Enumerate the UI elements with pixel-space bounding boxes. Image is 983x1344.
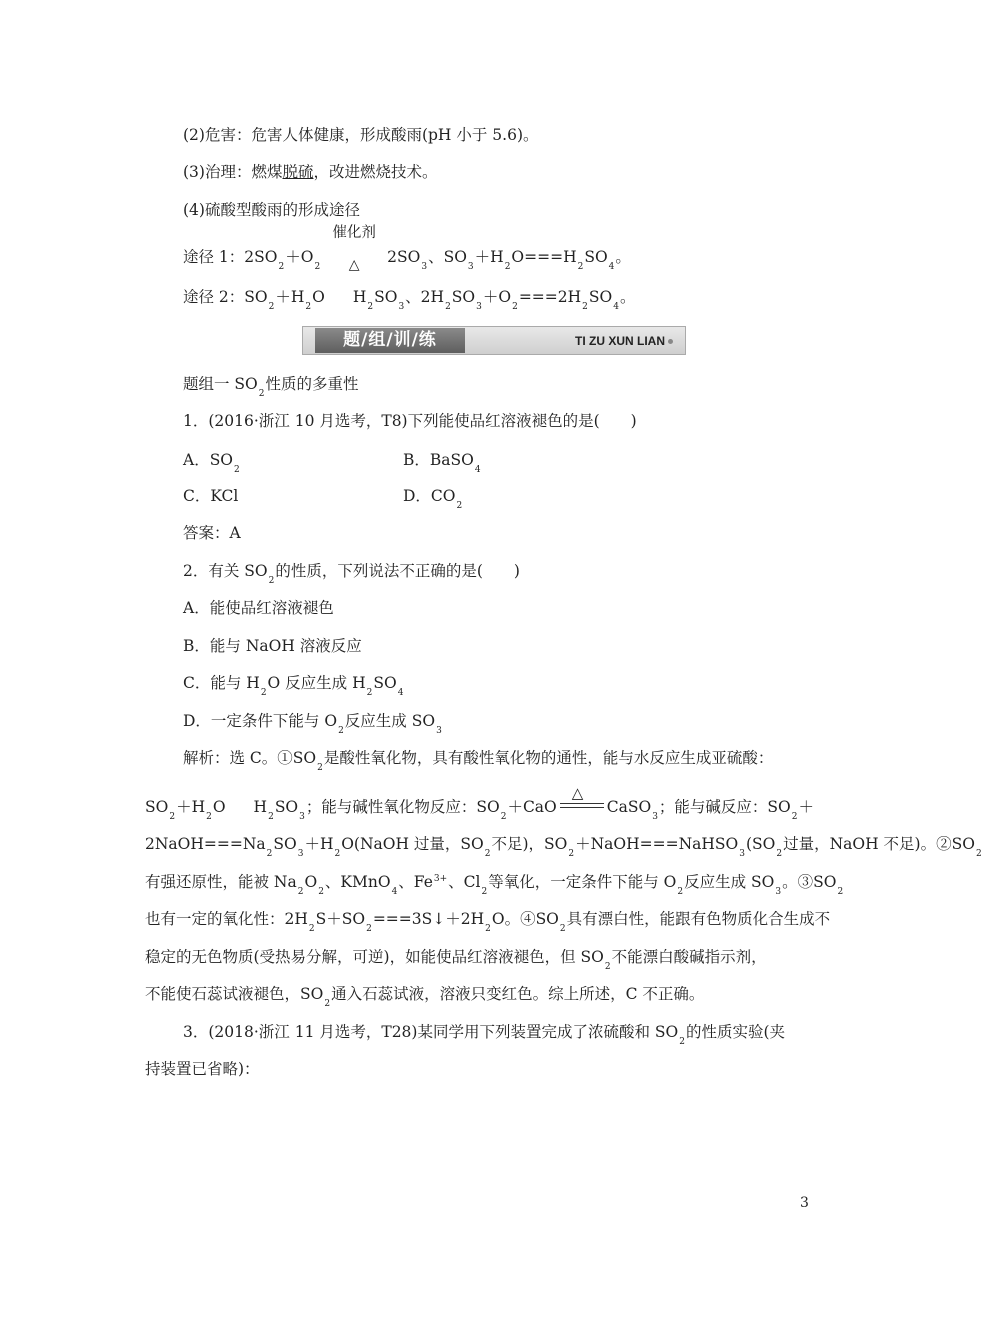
route-1-equation: 途径 1：$2SO_2+O_2$ 催化剂 △ $2SO_3$、$SO_3+H_2O===H_2SO_4$。 bbox=[183, 225, 631, 273]
q2-option-c: C．能与 $H_2O$ 反应生成 $H_2SO_4$ bbox=[183, 674, 404, 698]
catalyst-condition: 催化剂 △ bbox=[325, 247, 383, 267]
dot-icon bbox=[668, 339, 673, 344]
q1-option-d: D．$CO_2$ bbox=[403, 487, 463, 511]
acid-rain-route-heading: (4)硫酸型酸雨的形成途径 bbox=[183, 201, 360, 219]
heat-triangle-icon: △ bbox=[348, 257, 360, 273]
question-2: 2．有关 $SO_2$的性质，下列说法不正确的是( ) bbox=[183, 562, 520, 586]
q1-option-a: A．$SO_2$ bbox=[183, 451, 240, 475]
hazard-line: (2)危害：危害人体健康，形成酸雨(pH 小于 5.6)。 bbox=[183, 126, 539, 144]
question-3-line-1: 3．(2018·浙江 11 月选考，T28)某同学用下列装置完成了浓硫酸和 $SO_2$的性质实验(夹 bbox=[183, 1023, 786, 1047]
banner-title: 题/组/训/练 bbox=[315, 328, 465, 353]
analysis-line-3: $2NaOH===Na_2SO_3+H_2O(NaOH$ 过量，$SO_2$不足)，$SO_2+NaOH===NaHSO_3(SO_2$过量，NaOH 不足)。$②SO_2$ bbox=[145, 835, 982, 859]
analysis-line-7: 不能使石蕊试液褪色，$SO_2$通入石蕊试液，溶液只变红色。综上所述，C 不正确。 bbox=[145, 985, 705, 1009]
exercise-banner bbox=[302, 326, 686, 355]
analysis-line-6: 稳定的无色物质(受热易分解，可逆)，如能使品红溶液褪色，但 $SO_2$不能漂白酸碱指示剂， bbox=[145, 948, 767, 972]
group-title: 题组一 $SO_2$性质的多重性 bbox=[183, 375, 359, 399]
analysis-line-5: 也有一定的氧化性：$2H_2S+SO_2===3S↓+2H_2O$。$④SO_2$具有漂白性，能跟有色物质化合生成不 bbox=[145, 910, 831, 934]
question-3-line-2: 持装置已省略)： bbox=[145, 1060, 260, 1078]
analysis-line-2: $SO_2+H_2O$ $H_2SO_3$；能与碱性氧化物反应：$SO_2+CaO$ △ CaSO$_3$；能与碱反应：$SO_2+$ bbox=[145, 784, 814, 822]
page-number: 3 bbox=[800, 1195, 809, 1211]
heat-equals-condition bbox=[560, 784, 604, 812]
desulfurization-underlined: 脱硫 bbox=[282, 163, 314, 181]
heat-triangle-icon: △ bbox=[571, 784, 584, 802]
question-1: 1．(2016·浙江 10 月选考，T8)下列能使品红溶液褪色的是( ) bbox=[183, 412, 637, 430]
q2-option-b: B．能与 NaOH 溶液反应 bbox=[183, 637, 362, 655]
treatment-line: (3)治理：燃煤脱硫，改进燃烧技术。 bbox=[183, 163, 438, 181]
route-2-equation: 途径 2：$SO_2+H_2O$ $H_2SO_3$、$2H_2SO_3+O_2===2H_2SO_4$。 bbox=[183, 288, 636, 312]
analysis-line-4: 有强还原性，能被 $Na_2O_2$、KMnO$_4$、$Fe^{3+}$、$Cl_2$等氧化，一定条件下能与 $O_2$反应生成 $SO_3$。$③SO_2$ bbox=[145, 873, 844, 897]
banner-pinyin: TI ZU XUN LIAN bbox=[575, 332, 673, 350]
q1-option-c: C．KCl bbox=[183, 487, 239, 505]
q1-option-b: B．BaSO$_4$ bbox=[403, 451, 481, 475]
analysis-line-1: 解析：选 C。$①SO_2$是酸性氧化物，具有酸性氧化物的通性，能与水反应生成亚硫酸： bbox=[183, 749, 774, 773]
q2-option-a: A．能使品红溶液褪色 bbox=[183, 599, 334, 617]
q2-option-d: D．一定条件下能与 $O_2$反应生成 $SO_3$ bbox=[183, 712, 442, 736]
q1-answer: 答案：A bbox=[183, 524, 241, 542]
